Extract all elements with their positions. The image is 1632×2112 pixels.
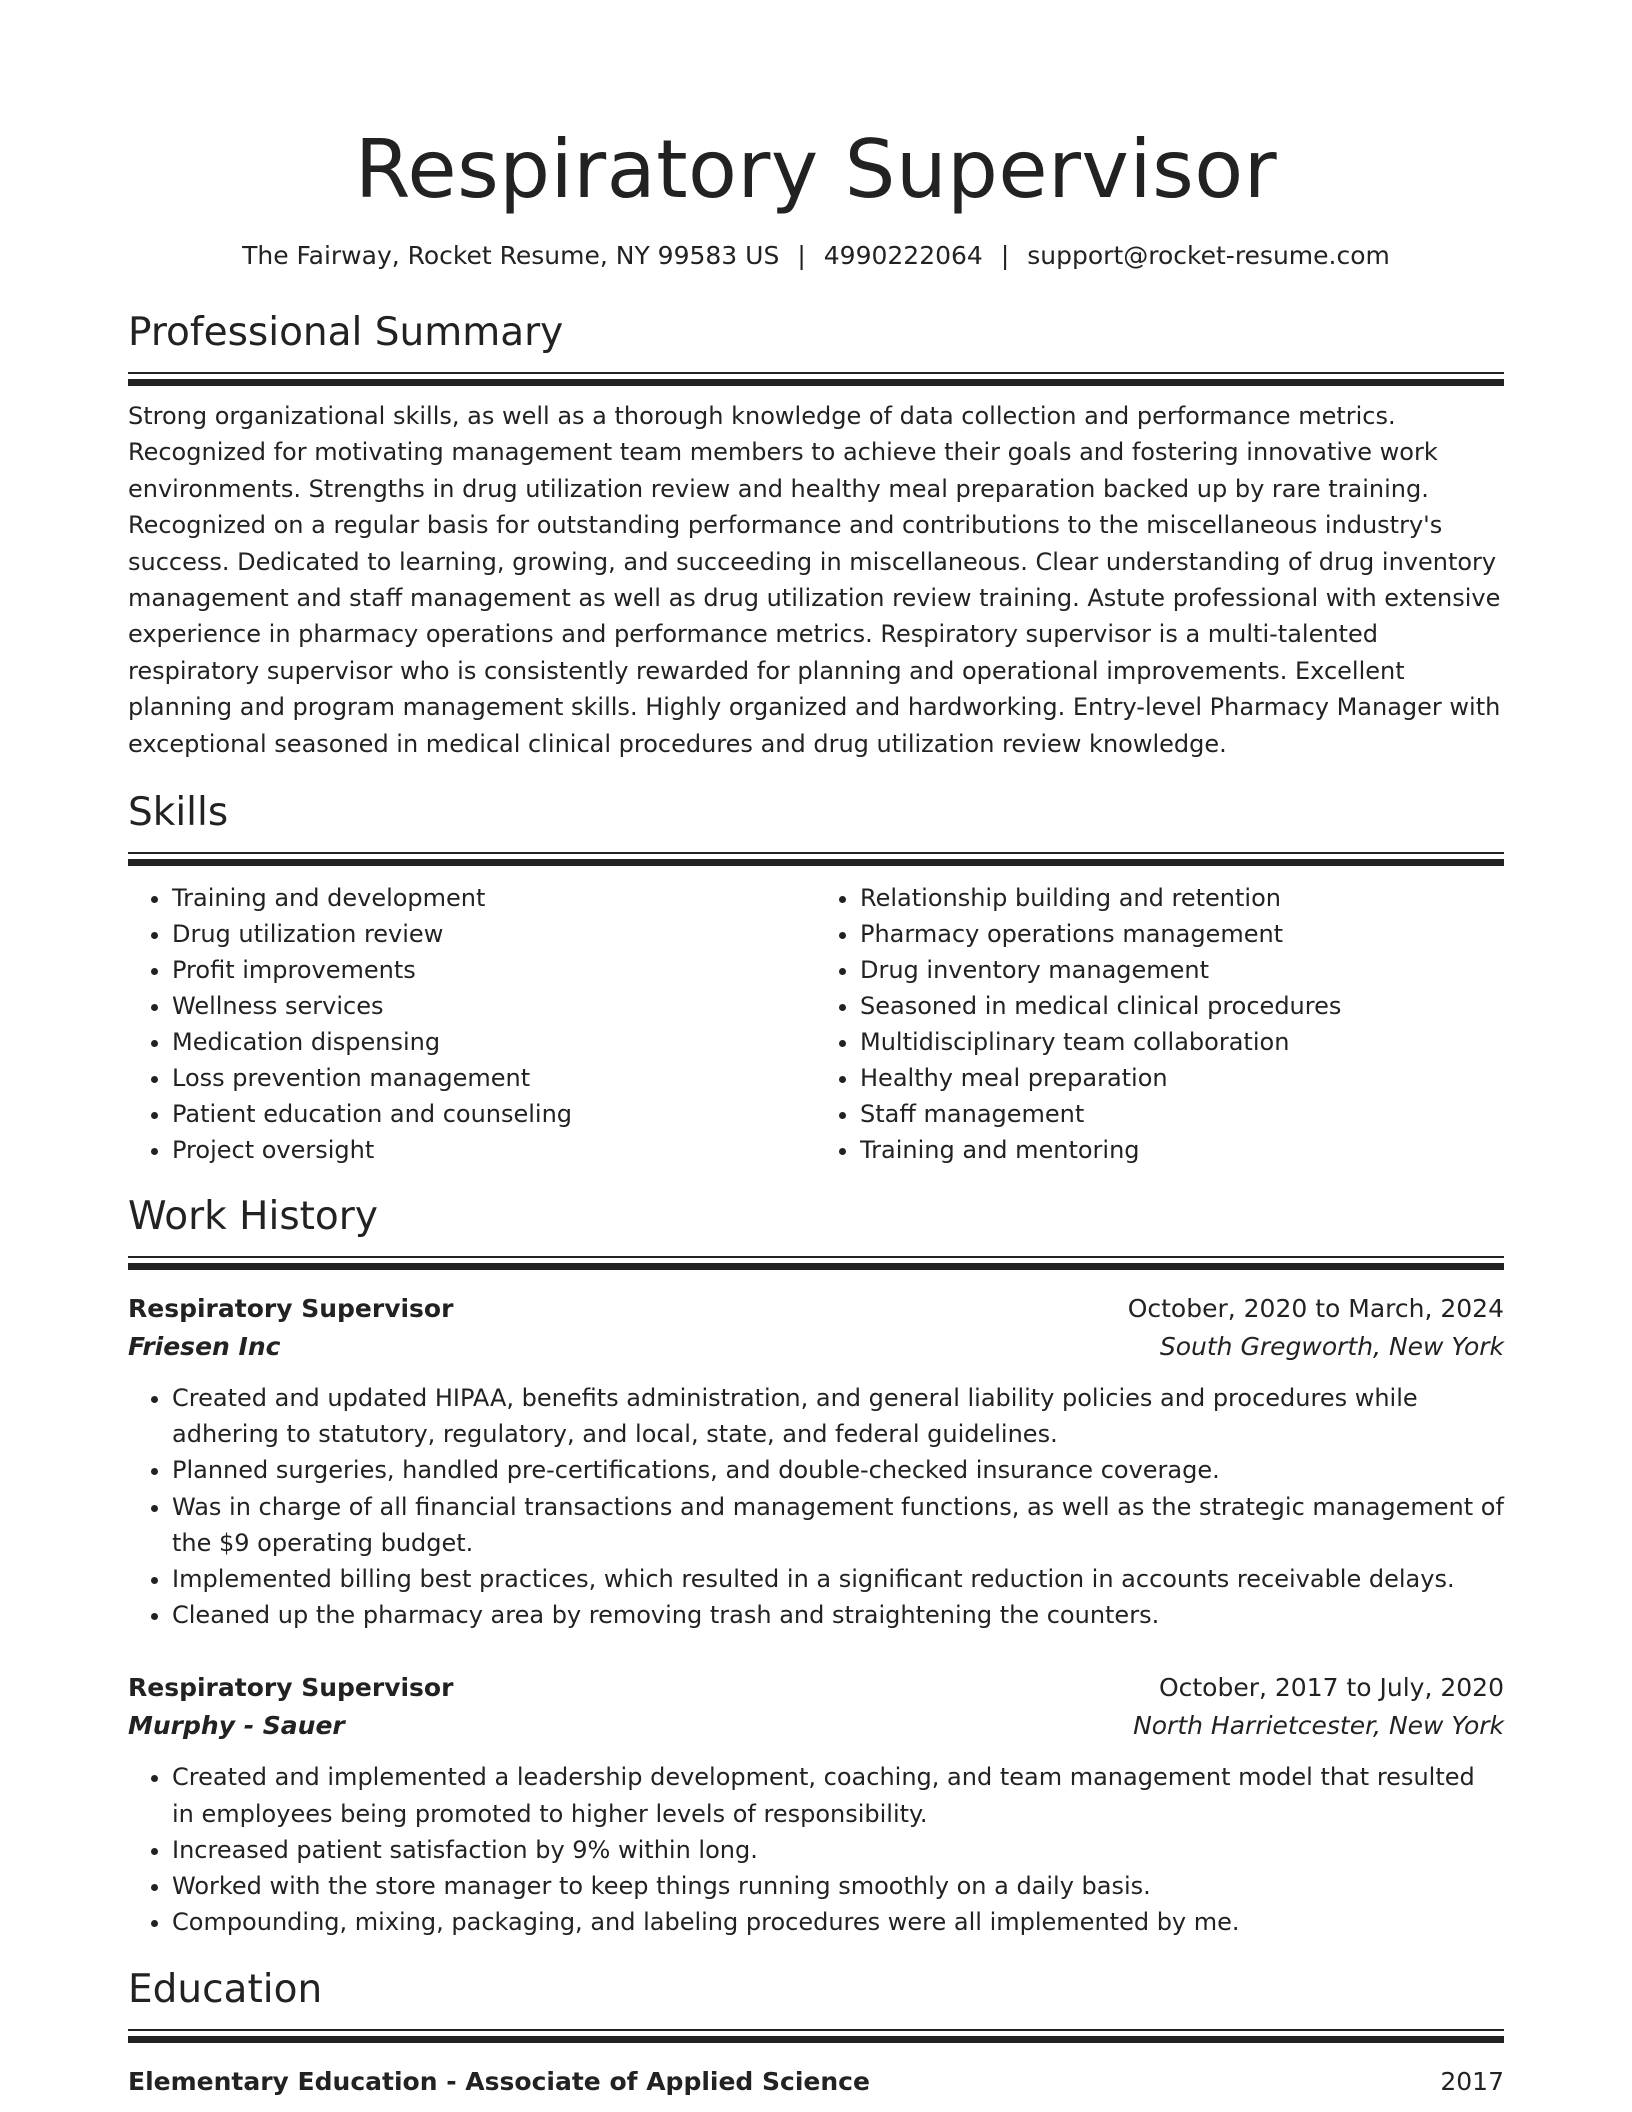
skill-item: • Drug inventory management [860,952,1504,988]
job-dates: October, 2020 to March, 2024 [1127,1294,1504,1324]
job-company: Friesen Inc [128,1332,281,1362]
skill-item: • Multidisciplinary team collaboration [860,1024,1504,1060]
job-header-row [128,1669,1504,1707]
contact-address: The Fairway, Rocket Resume, NY 99583 US [242,241,780,270]
job-bullet: • Created and updated HIPAA, benefits administration, and general liability policies and procedures while adhering to statutory, regulatory, and local, state, and federal guidelines. [172,1380,1504,1452]
skill-item: • Staff management [860,1096,1504,1132]
summary-heading: Professional Summary [128,310,564,355]
contact-phone: 4990222064 [823,241,983,270]
education-entry [128,2063,1504,2101]
job-title: Respiratory Supervisor [128,1294,454,1324]
education-degree: Elementary Education - Associate of Applied Science [128,2066,870,2096]
skill-item: • Loss prevention management [172,1060,816,1096]
job-dates: October, 2017 to July, 2020 [1158,1673,1504,1703]
skill-item: • Wellness services [172,988,816,1024]
skill-item: • Training and mentoring [860,1132,1504,1168]
education-section [128,1965,1504,2101]
contact-separator: | [1000,241,1010,270]
skill-item: • Patient education and counseling [172,1096,816,1132]
job-bullet: • Cleaned up the pharmacy area by removing trash and straightening the counters. [172,1597,1504,1633]
summary-section [128,308,1504,762]
job-location: North Harrietcester, New York [1133,1711,1504,1741]
skills-columns [128,880,1504,1168]
skills-list-right [816,880,1504,1168]
candidate-name: Respiratory Supervisor [354,123,1278,216]
work-history-section [128,1192,1504,1940]
section-divider [128,2029,1504,2043]
contact-separator: | [797,241,806,270]
skill-item: • Seasoned in medical clinical procedures [860,988,1504,1024]
education-year: 2017 [1440,2066,1504,2096]
job-bullet: • Implemented billing best practices, which resulted in a significant reduction in accounts receivable delays. [172,1561,1504,1597]
education-heading: Education [128,1966,323,2012]
job-company-row [128,1707,1504,1745]
job-bullets [128,1380,1504,1633]
section-divider [128,1256,1504,1270]
work-history-heading: Work History [128,1194,378,1240]
contact-email: support@rocket-resume.com [1027,241,1390,270]
job-company: Murphy - Sauer [128,1711,345,1741]
job-company-row [128,1328,1504,1366]
job-bullets [128,1759,1504,1940]
skill-item: • Medication dispensing [172,1024,816,1060]
job-entry [128,1290,1504,1633]
skills-list-left [128,880,816,1168]
section-divider [128,372,1504,386]
job-entry [128,1669,1504,1940]
job-header-row [128,1290,1504,1328]
resume-page [128,0,1504,2101]
job-title: Respiratory Supervisor [128,1673,454,1703]
skill-item: • Profit improvements [172,952,816,988]
job-bullet: • Compounding, mixing, packaging, and labeling procedures were all implemented by me. [172,1904,1504,1940]
skill-item: • Relationship building and retention [860,880,1504,916]
job-bullet: • Increased patient satisfaction by 9% within long. [172,1832,1504,1868]
job-location: South Gregworth, New York [1159,1332,1504,1362]
skill-item: • Pharmacy operations management [860,916,1504,952]
skills-section [128,788,1504,1168]
education-header-row [128,2063,1504,2101]
job-bullet: • Planned surgeries, handled pre-certifications, and double-checked insurance coverage. [172,1452,1504,1488]
skill-item: • Healthy meal preparation [860,1060,1504,1096]
skill-item: • Project oversight [172,1132,816,1168]
skill-item: • Drug utilization review [172,916,816,952]
job-bullet: • Was in charge of all financial transactions and management functions, as well as the strategic management of the $9 operating budget. [172,1489,1504,1561]
summary-text: Strong organizational skills, as well as a thorough knowledge of data collection and performance metrics. Recognized for motivating management team members to achieve their goals and fostering innovative work environments. Strengths in drug utilization review and healthy meal preparation backed up by rare training. Recognized on a regular basis for outstanding performance and contributions to the miscellaneous industry's success. Dedicated to learning, growing, and succeeding in miscellaneous. Clear understanding of drug inventory management and staff management as well as drug utilization review training. Astute professional with extensive experience in pharmacy operations and performance metrics. Respiratory supervisor is a multi-talented respiratory supervisor who is consistently rewarded for planning and operational improvements. Excellent planning and program management skills. Highly organized and hardworking. Entry-level Pharmacy Manager with exceptional seasoned in medical clinical procedures and drug utilization review knowledge. [128,402,1501,758]
contact-line [128,240,1504,272]
job-bullet: • Created and implemented a leadership development, coaching, and team management model that resulted in employees being promoted to higher levels of responsibility. [172,1759,1504,1831]
section-divider [128,852,1504,866]
skill-item: • Training and development [172,880,816,916]
skills-heading: Skills [128,790,229,836]
job-bullet: • Worked with the store manager to keep things running smoothly on a daily basis. [172,1868,1504,1904]
